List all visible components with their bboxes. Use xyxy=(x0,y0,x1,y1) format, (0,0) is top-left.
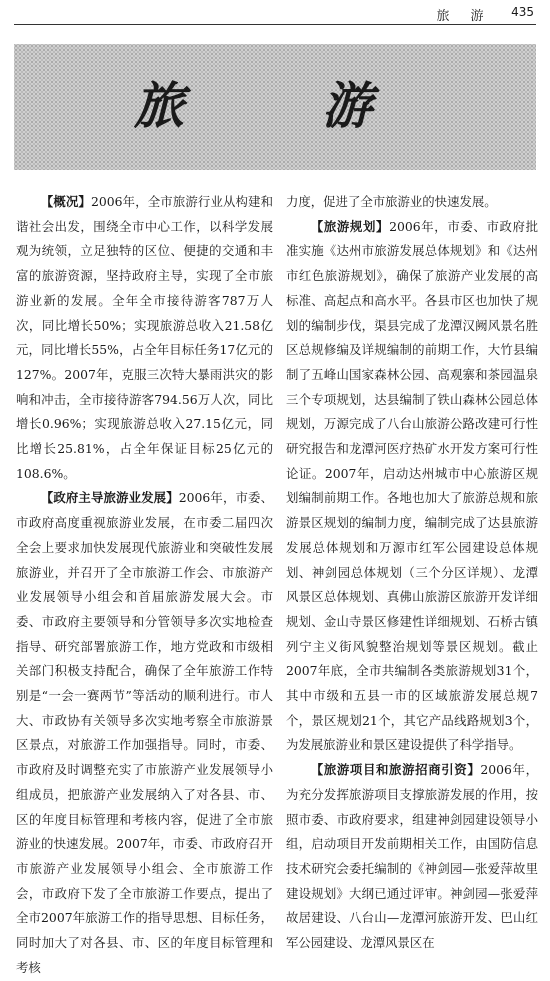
paragraph-continuation: 力度，促进了全市旅游业的快速发展。 xyxy=(286,194,497,209)
text-government-led: 2006年，市委、市政府高度重视旅游业发展，在市委二届四次全会上要求加快发展现代旅游业和突破性发展旅游业，并召开了全市旅游工作会、市旅游产业发展领导小组会和首届旅游发展大会。市委、市政府主要领导和分管领导多次实地检查指导、研究部署旅游工作，地方党政和市级相关部门积极支持配合，确保了全年旅游工作特别是“一会一赛两节”等活动的顺利进行。市人大、市政协有关领导多次实地考察全市旅游景区景点，对旅游工作加强指导。同时，市委、市政府及时调整充实了市旅游产业发展领导小组成员，把旅游产业发展纳入了对各县、市、区的年度目标管理和考核内容，促进了全市旅游业的快速发展。2007年，市委、市政府召开市旅游产业发展领导小组会、全市旅游工作会，市政府下发了全市旅游工作要点，提出了全市2007年旅游工作的指导思想、目标任务，同时加大了对各县、市、区的年度目标管理和考核 xyxy=(16,490,273,975)
running-section-title: 旅 游 xyxy=(436,9,488,24)
text-overview: 2006年，全市旅游行业从构建和谐社会出发，围绕全市中心工作，以科学发展观为统领，立足独特的区位、便捷的交通和丰富的旅游资源，坚持政府主导，实现了全市旅游业新的发展。全年全市接待游客787万人次，同比增长50%；实现旅游总收入21.58亿元，同比增长55%，占全年目标任务17亿元的127%。2007年，克服三次特大暴雨洪灾的影响和冲击，全市接待游客794.56万人次，同比增长0.96%；实现旅游总收入27.15亿元，同比增长25.81%，占全年保证目标25亿元的108.6%。 xyxy=(16,194,273,481)
paragraph-tourism-planning xyxy=(286,215,538,758)
left-column xyxy=(16,190,273,975)
paragraph-overview xyxy=(16,190,273,486)
heading-government-led: 【政府主导旅游业发展】 xyxy=(40,490,179,506)
chapter-title: 旅 游 xyxy=(134,76,416,135)
heading-overview: 【概况】 xyxy=(40,194,91,209)
right-column xyxy=(286,190,538,951)
chapter-banner xyxy=(14,44,536,170)
page-header xyxy=(0,0,550,28)
heading-tourism-planning: 【旅游规划】 xyxy=(310,218,390,234)
text-tourism-projects: 2006年，为充分发挥旅游项目支撑旅游发展的作用，按照市委、市政府要求，组建神剑园建设领导小组，启动项目开发前期相关工作，由国防信息技术研究会委托编制的《神剑园—张爱萍故里建设规划》大纲已通过评审。神剑园—张爱萍故居建设、八台山—龙潭河旅游开发、巴山红军公园建设、龙潭风景区在 xyxy=(286,762,538,951)
paragraph-tourism-projects xyxy=(286,758,538,956)
page-number: 435 xyxy=(511,5,534,19)
header-rule xyxy=(14,24,536,25)
text-tourism-planning: 2006年，市委、市政府批准实施《达州市旅游发展总体规划》和《达州市红色旅游规划》，确保了旅游产业发展的高标准、高起点和高水平。各县市区也加快了规划的编制步伐，渠县完成了龙潭汉阙风景名胜区总规修编及详规编制的前期工作，大竹县编制了五峰山国家森林公园、高观寨和茶园温泉三个专项规划，达县编制了铁山森林公园总体规划，万源完成了八台山旅游公路改建可行性研究报告和龙潭河医疗热矿水开发方案可行性论证。2007年，启动达州城市中心旅游区规划编制前期工作。各地也加大了旅游总规和旅游景区规划的编制力度，编制完成了达县旅游发展总体规划和万源市红军公园建设总体规划、神剑园总体规划（三个分区详规）、龙潭风景区总体规划、真佛山旅游区旅游开发详细规划、金山寺景区修建性详细规划、石桥古镇列宁主义街风貌整治规划等景区规划。截止2007年底，全市共编制各类旅游规划31个，其中市级和五县一市的区域旅游发展总规7个，景区规划21个，其它产品线路规划3个，为发展旅游业和景区建设提供了科学指导。 xyxy=(286,218,538,753)
paragraph-government-led xyxy=(16,486,273,980)
heading-tourism-projects: 【旅游项目和旅游招商引资】 xyxy=(310,762,481,778)
